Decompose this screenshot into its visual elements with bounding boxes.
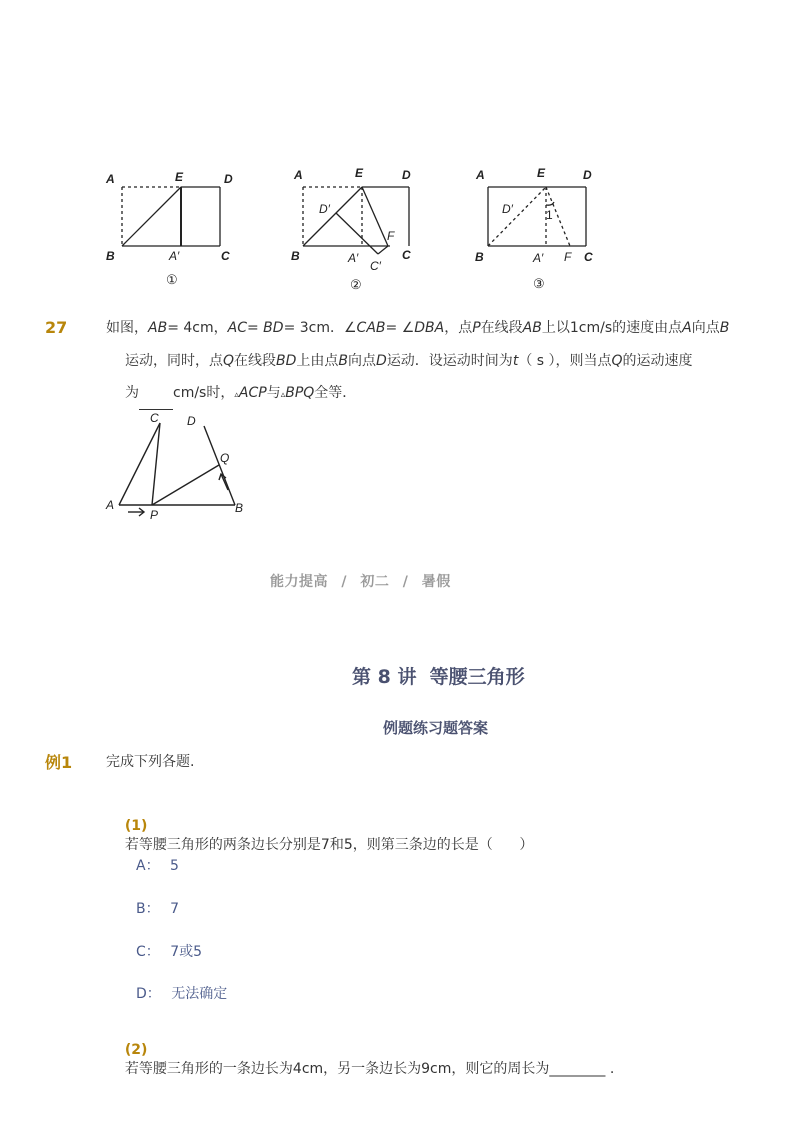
question-27-line-3	[125, 377, 785, 411]
fig2-label-B: B	[291, 249, 300, 263]
fig3-label-C: C	[584, 250, 593, 264]
fig1-label-D: D	[224, 172, 233, 186]
option-key: A：	[136, 858, 160, 874]
q27-fig-label-P: P	[150, 508, 159, 522]
fig3-label-D-prime: D′	[502, 202, 513, 216]
breadcrumb-separator: /	[341, 574, 347, 590]
q27-text: 运动．设运动时间为	[386, 353, 513, 369]
q27-var: AB	[522, 320, 542, 336]
triangle-symbol: ▵	[280, 390, 286, 400]
option-d[interactable]	[136, 983, 227, 1003]
answer-blank[interactable]	[139, 377, 173, 410]
q27-fig-label-D: D	[187, 414, 196, 428]
figure-1	[122, 187, 220, 246]
fig1-label-C: C	[221, 249, 230, 263]
q27-var: CAB	[356, 320, 386, 336]
q27-var: B	[338, 353, 349, 369]
rectangle-fold-figures	[0, 0, 800, 300]
q27-text: 为	[125, 385, 139, 401]
fig2-label-D-prime: D′	[319, 202, 330, 216]
q27-var: DBA	[414, 320, 445, 336]
q27-text: = 3cm．∠	[283, 320, 357, 336]
q27-fig-label-C: C	[150, 411, 159, 425]
q27-var: AB	[148, 320, 168, 336]
q27-text: =	[246, 320, 264, 336]
q27-var: BD	[276, 353, 297, 369]
q27-text: 与	[266, 385, 281, 401]
q27-var: D	[376, 353, 387, 369]
fig2-label-E: E	[355, 166, 364, 180]
q27-var: BD	[263, 320, 284, 336]
q27-var: ACP	[238, 385, 267, 401]
q27-text: 如图，	[106, 320, 148, 336]
q27-var: Q	[223, 353, 235, 369]
fig1-label-A: A	[106, 172, 115, 186]
example-label: 例1	[45, 753, 73, 772]
fig1-label-B: B	[106, 249, 115, 263]
q27-text: 上由点	[296, 353, 339, 369]
q27-text: 运动，同时，点	[125, 353, 223, 369]
fig3-label-A-prime: A′	[533, 251, 544, 265]
figure-2	[303, 187, 409, 254]
q27-text: 在线段	[234, 353, 277, 369]
q27-var: B	[719, 320, 730, 336]
fig2-label-C-prime: C′	[370, 259, 381, 273]
sub-question-number: (2)	[124, 1042, 148, 1058]
fig3-label-D: D	[583, 168, 592, 182]
fig2-label-D: D	[402, 168, 411, 182]
q27-fig-label-B: B	[235, 501, 244, 515]
q27-text: = 4cm，	[167, 320, 228, 336]
q27-text: 向点	[348, 353, 377, 369]
q27-text: cm/s时，	[173, 385, 235, 401]
q27-var: t	[512, 353, 519, 369]
example-intro: 完成下列各题.	[106, 754, 195, 770]
option-c[interactable]	[136, 941, 202, 961]
fig3-label-A: A	[476, 168, 485, 182]
breadcrumb-separator: /	[402, 574, 409, 590]
q27-text: 向点	[691, 320, 720, 336]
q27-text: = ∠	[385, 320, 415, 336]
q27-text: ，点	[444, 320, 473, 336]
q27-var: A	[682, 320, 692, 336]
q27-var: BPQ	[285, 385, 315, 401]
option-b[interactable]	[136, 898, 179, 918]
breadcrumb-term: 暑假	[421, 574, 451, 590]
option-key: B：	[136, 901, 160, 917]
question-27-line-2	[125, 345, 785, 377]
q27-var: AC	[227, 320, 247, 336]
sub-question-2	[116, 1026, 614, 1078]
fig2-caption: ②	[350, 277, 362, 292]
option-value: 5	[170, 858, 179, 874]
lesson-subtitle: 例题练习题答案	[383, 719, 489, 737]
q27-fig-label-A: A	[106, 498, 115, 512]
fig1-label-A-prime: A′	[169, 249, 180, 263]
q27-text: 的运动速度	[622, 353, 693, 369]
figure-3	[488, 187, 586, 246]
q27-text: 上以1cm/s的速度由点	[541, 320, 683, 336]
option-value: 无法确定	[171, 986, 228, 1002]
triangle-symbol: ▵	[234, 390, 239, 400]
fig1-label-E: E	[175, 170, 184, 184]
question-27-line-1	[106, 312, 786, 344]
fig3-label-F: F	[564, 250, 572, 264]
breadcrumb-course: 能力提高	[270, 574, 328, 590]
fig2-label-A: A	[294, 168, 303, 182]
fig2-label-C: C	[402, 248, 411, 262]
q27-text: 在线段	[480, 320, 523, 336]
sub-question-text: 若等腰三角形的两条边长分别是7和5，则第三条边的长是（ ）	[124, 837, 534, 853]
q27-fig-label-Q: Q	[220, 451, 230, 465]
fig3-caption: ③	[533, 276, 545, 291]
sub-question-1	[116, 802, 533, 854]
fig3-label-angle-1: 1	[546, 208, 553, 222]
q27-text: （ s ），则当点	[518, 353, 612, 369]
fig3-label-B: B	[475, 250, 484, 264]
fig3-label-E: E	[537, 166, 546, 180]
option-a[interactable]	[136, 855, 179, 875]
option-key: C：	[136, 944, 160, 960]
option-value: 7	[170, 901, 179, 917]
lesson-title: 第 8 讲 等腰三角形	[352, 666, 525, 688]
fig1-caption: ①	[166, 272, 178, 287]
question-27-figure	[100, 408, 260, 528]
sub-question-number: (1)	[124, 818, 148, 834]
q27-var: Q	[611, 353, 623, 369]
question-number: 27	[45, 318, 68, 337]
fig2-label-A-prime: A′	[348, 251, 359, 265]
fig2-label-F: F	[387, 229, 395, 243]
q27-var: P	[472, 320, 481, 336]
sub-question-text: 若等腰三角形的一条边长为4cm，另一条边长为9cm，则它的周长为________ .	[124, 1061, 615, 1077]
breadcrumb-grade: 初二	[360, 574, 390, 590]
option-key: D：	[136, 986, 161, 1002]
option-value: 7或5	[170, 944, 203, 960]
q27-text: 全等．	[314, 385, 357, 401]
course-breadcrumb	[270, 571, 451, 591]
